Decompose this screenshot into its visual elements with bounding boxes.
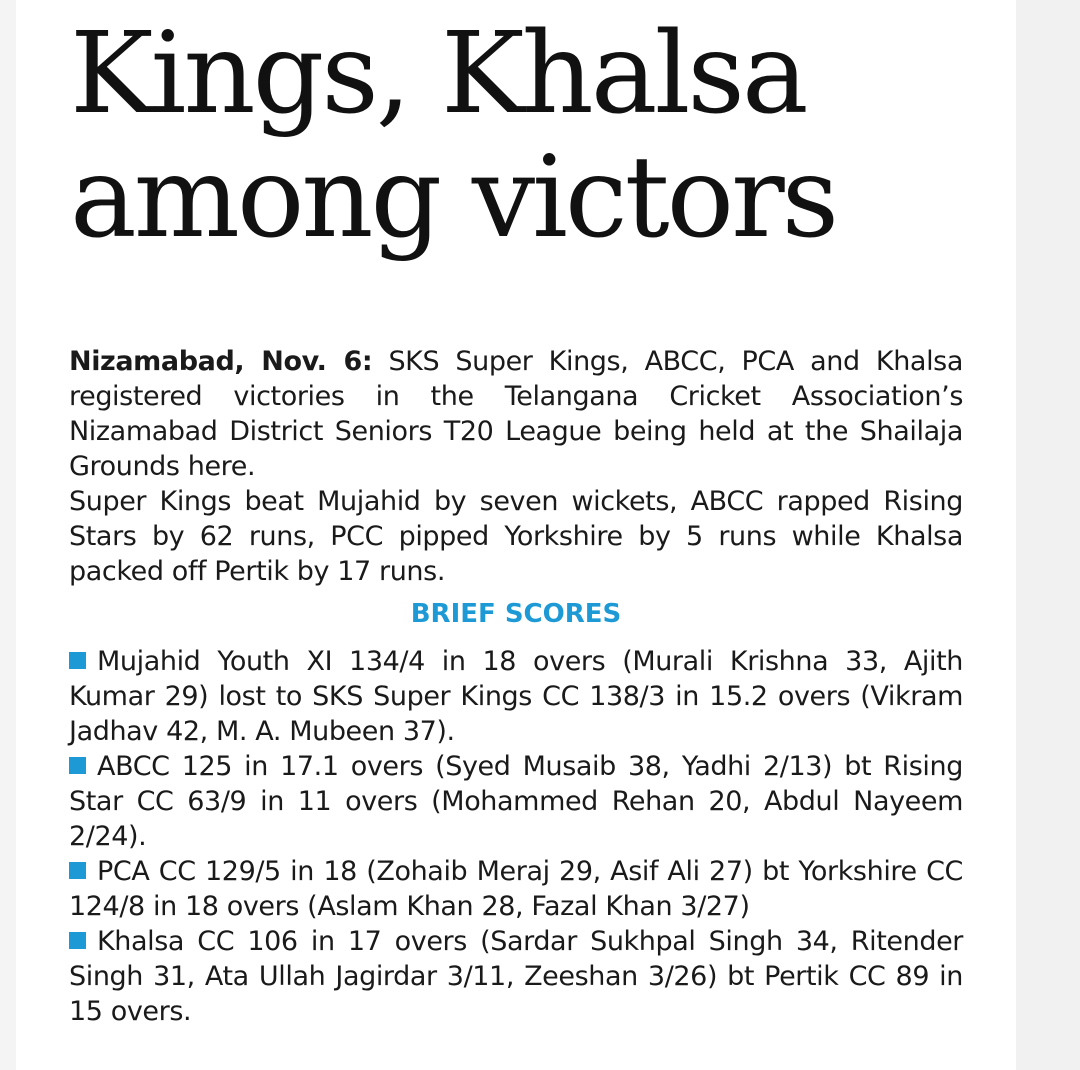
intro-text: SKS Super Kings, ABCC, PCA and Khalsa registered victories in the Telangana Cricket Association’s Nizamabad District Seniors T20 League being held at the Shailaja Grounds here. [69, 346, 963, 482]
score-text: Mujahid Youth XI 134/4 in 18 overs (Murali Krishna 33, Ajith Kumar 29) lost to SKS Super Kings CC 138/3 in 15.2 overs (Vikram Jadhav 42, M. A. Mubeen 37). [69, 646, 963, 747]
brief-scores-heading: BRIEF SCORES [410, 599, 622, 629]
score-text: ABCC 125 in 17.1 overs (Syed Musaib 38, Yadhi 2/13) bt Rising Star CC 63/9 in 11 overs (Mohammed Rehan 20, Abdul Nayeem 2/24). [69, 751, 963, 852]
score-item [69, 924, 963, 1029]
square-bullet-icon [69, 757, 86, 774]
score-item [69, 749, 963, 854]
intro-paragraph [69, 344, 963, 484]
score-item [69, 854, 963, 924]
square-bullet-icon [69, 652, 86, 669]
article-body [69, 344, 963, 1029]
headline-line-1: Kings, Khalsa [70, 9, 806, 139]
headline [70, 0, 970, 263]
score-item [69, 644, 963, 749]
body-paragraph: Super Kings beat Mujahid by seven wickets, ABCC rapped Rising Stars by 62 runs, PCC pipped Yorkshire by 5 runs while Khalsa packed off Pertik by 17 runs. [69, 486, 963, 587]
dateline: Nizamabad, Nov. 6: [69, 346, 373, 377]
page-margin-strip [1016, 0, 1080, 1070]
score-text: PCA CC 129/5 in 18 (Zohaib Meraj 29, Asif Ali 27) bt Yorkshire CC 124/8 in 18 overs (Aslam Khan 28, Fazal Khan 3/27) [69, 856, 963, 922]
square-bullet-icon [69, 932, 86, 949]
square-bullet-icon [69, 862, 86, 879]
headline-line-2: among victors [70, 133, 837, 263]
score-text: Khalsa CC 106 in 17 overs (Sardar Sukhpal Singh 34, Ritender Singh 31, Ata Ullah Jagirdar 3/11, Zeeshan 3/26) bt Pertik CC 89 in 15 overs. [69, 926, 963, 1027]
